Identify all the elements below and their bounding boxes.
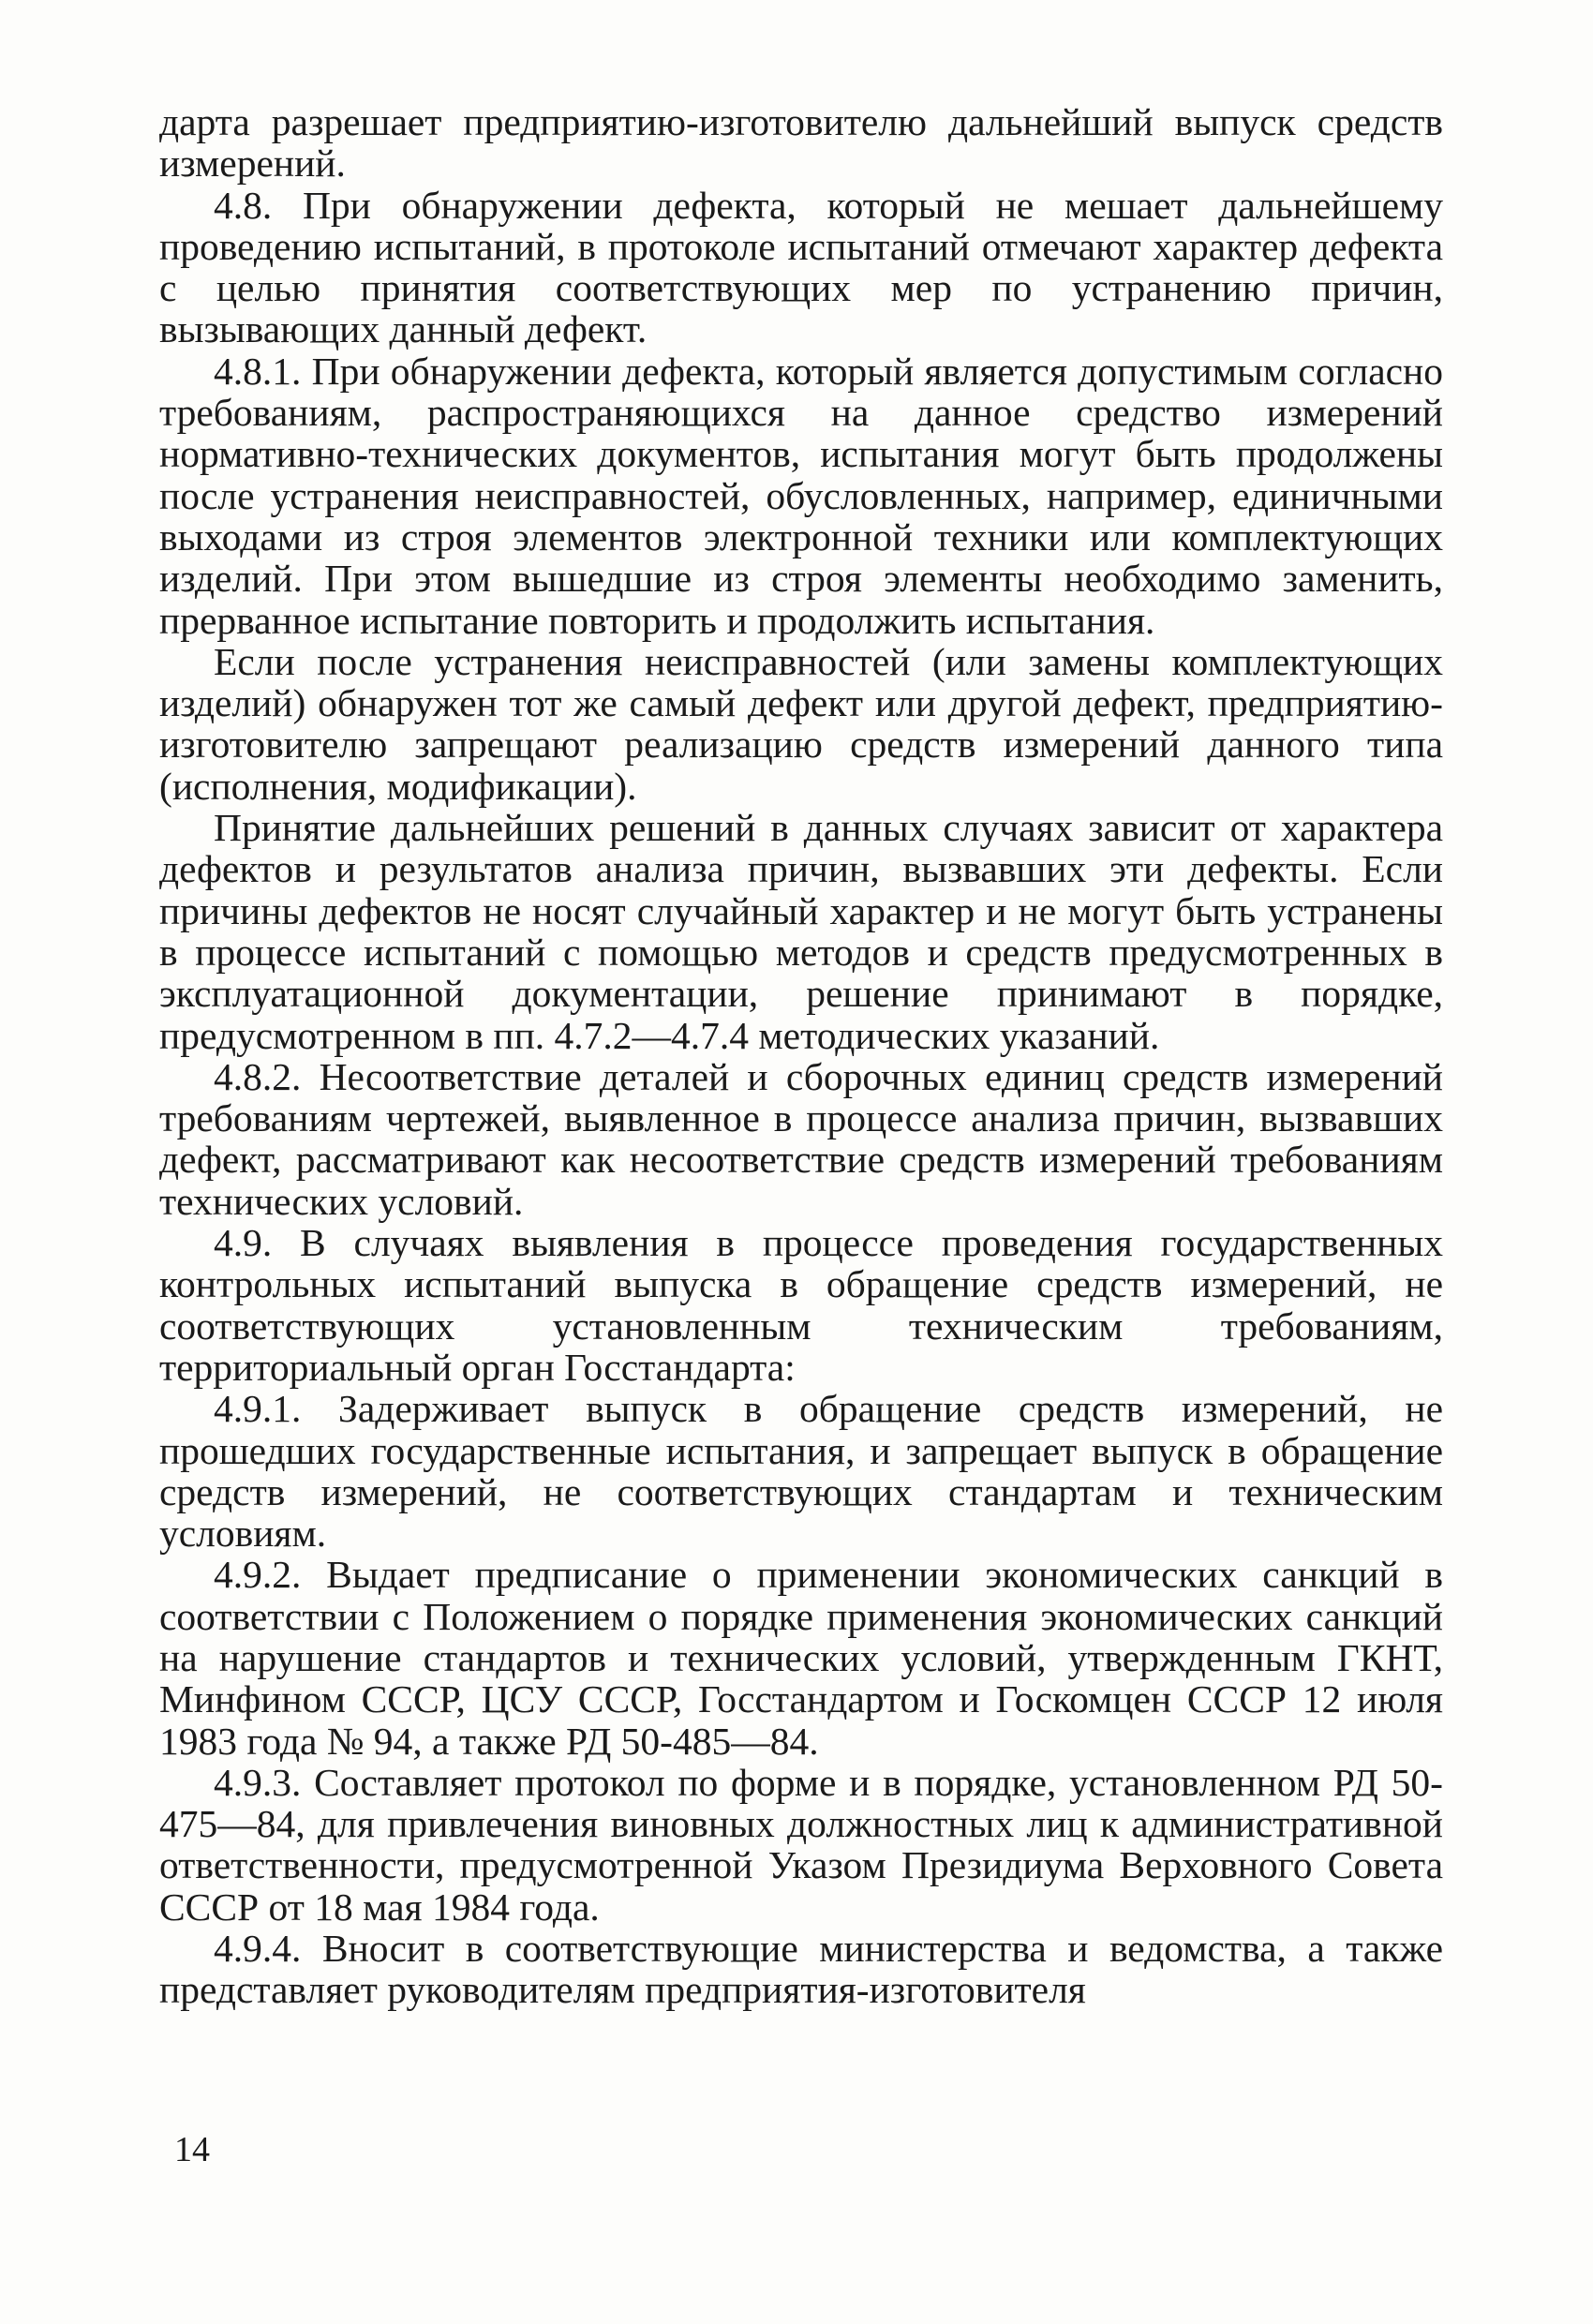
paragraph-continuation: дарта разрешает предприятию-изготовителю дальнейший выпуск средств измерений. bbox=[159, 100, 1443, 186]
paragraph-4-9: 4.9. В случаях выявления в процессе проведения государственных контрольных испытаний выпуска в обращение средств измерений, не соответствующих установленным техническим требованиям, территориальный орган Госстандарта: bbox=[159, 1221, 1443, 1389]
page-number: 14 bbox=[174, 2130, 210, 2169]
paragraph-further-decisions: Принятие дальнейших решений в данных случаях зависит от характера дефектов и результатов анализа причин, вызвавших эти дефекты. Если причины дефектов не носят случайный характер и не могут быть устранены в процессе испытаний с помощью методов и средств предусмотренных в эксплуатационной документации, решение принимают в порядке, предусмотренном в пп. 4.7.2—4.7.4 методических указаний. bbox=[159, 806, 1443, 1057]
paragraph-4-9-2: 4.9.2. Выдает предписание о применении экономических санкций в соответствии с Положением о порядке применения экономических санкций на нарушение стандартов и технических условий, утвержденным ГКНТ, Минфином СССР, ЦСУ СССР, Госстандартом и Госкомцен СССР 12 июля 1983 года № 94, а также РД 50-485—84. bbox=[159, 1553, 1443, 1763]
paragraph-4-8-1: 4.8.1. При обнаружении дефекта, который является допустимым согласно требованиям, распространяющихся на данное средство измерений нормативно-технических документов, испытания могут быть продолжены после устранения неисправностей, обусловленных, например, единичными выходами из строя элементов электронной техники или комплектующих изделий. При этом вышедшие из строя элементы необходимо заменить, прерванное испытание повторить и продолжить испытания. bbox=[159, 349, 1443, 642]
paragraph-4-8: 4.8. При обнаружении дефекта, который не мешает дальнейшему проведению испытаний, в протоколе испытаний отмечают характер дефекта с целью принятия соответствующих мер по устранению причин, вызывающих данный дефект. bbox=[159, 183, 1443, 351]
paragraph-4-9-3: 4.9.3. Составляет протокол по форме и в порядке, установленном РД 50-475—84, для привлечения виновных должностных лиц к административной ответственности, предусмотренной Указом Президиума Верховного Совета СССР от 18 мая 1984 года. bbox=[159, 1760, 1443, 1929]
paragraph-4-9-4: 4.9.4. Вносит в соответствующие министерства и ведомства, а также представляет руководителям предприятия-изготовителя bbox=[159, 1927, 1443, 2012]
body-text bbox=[159, 101, 1443, 2011]
paragraph-repeat-defect: Если после устранения неисправностей (или замены комплектующих изделий) обнаружен тот же самый дефект или другой дефект, предприятию-изготовителю запрещают реализацию средств измерений данного типа (исполнения, модификации). bbox=[159, 639, 1443, 808]
paragraph-4-9-1: 4.9.1. Задерживает выпуск в обращение средств измерений, не прошедших государственные испытания, и запрещает выпуск в обращение средств измерений, не соответствующих стандартам и техническим условиям. bbox=[159, 1387, 1443, 1556]
paragraph-4-8-2: 4.8.2. Несоответствие деталей и сборочных единиц средств измерений требованиям чертежей, выявленное в процессе анализа причин, вызвавших дефект, рассматривают как несоответствие средств измерений требованиям технических условий. bbox=[159, 1054, 1443, 1223]
